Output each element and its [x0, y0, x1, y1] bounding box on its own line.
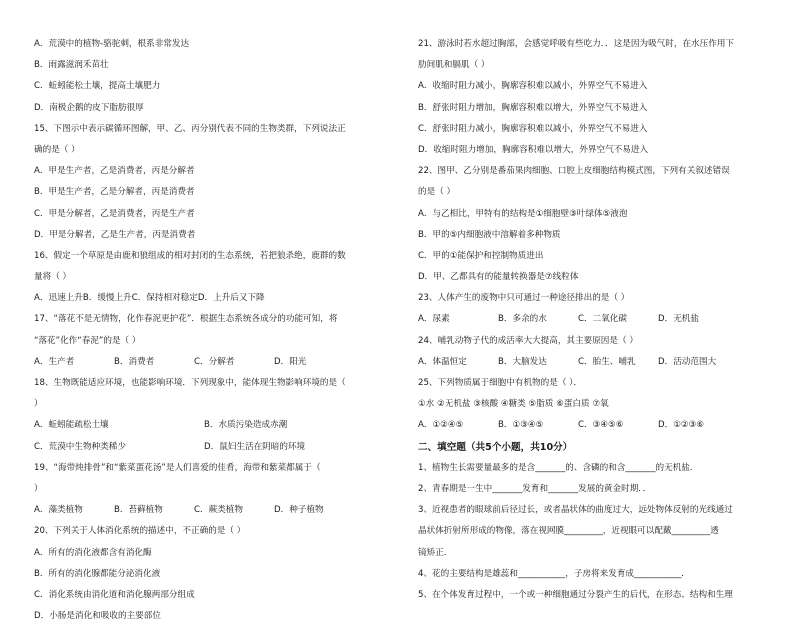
- question-line: 2、青春期是一生中_______发育和_______发展的黄金时期．．: [418, 483, 652, 494]
- question-line: 量将（ ）: [34, 272, 72, 283]
- answer-option: C．二氧化碳: [578, 314, 627, 325]
- question-line: 23、人体产生的废物中只可通过一种途径排出的是（ ）: [418, 293, 630, 304]
- question-line: D．南极企鹅的皮下脂肪很厚: [34, 102, 144, 113]
- answer-option: C．③④⑤⑥: [578, 420, 624, 431]
- question-line: C．甲的①能保护和控制物质进出: [418, 250, 544, 261]
- question-line: 的是（ ）: [418, 187, 456, 198]
- question-line: B．甲是生产者，乙是分解者，丙是消费者: [34, 187, 195, 198]
- question-line: A．迅速上升B．缓慢上升C．保持相对稳定D．上升后又下降: [34, 293, 265, 304]
- question-line: C．甲是分解者，乙是消费者，丙是生产者: [34, 208, 195, 219]
- options-row: [418, 313, 768, 334]
- question-line: B．所有的消化腺都能分泌消化液: [34, 568, 161, 579]
- answer-option: D．无机盐: [658, 314, 699, 325]
- section-heading: 二、填空题（共5个小题，共10分）: [418, 441, 573, 453]
- question-line: C．蚯蚓能松土壤，提高土壤肥力: [34, 81, 161, 92]
- question-line: ）: [34, 483, 43, 494]
- options-row: [418, 419, 768, 440]
- question-line: B．雨露滋润禾苗壮: [34, 60, 109, 71]
- options-row: [418, 356, 768, 377]
- question-line: 5、在个体发育过程中，一个或一种细胞通过分裂产生的后代，在形态、结构和生理: [418, 589, 733, 600]
- answer-option: B．苔藓植物: [114, 505, 163, 516]
- question-line: A．甲是生产者，乙是消费者，丙是分解者: [34, 166, 195, 177]
- question-line: B．舒张时阻力增加，胸廓容积难以增大，外界空气不易进入: [418, 102, 648, 113]
- question-line: 晶状体折射所形成的物像，落在视网膜_________，近视眼可以配戴_________透: [418, 526, 719, 537]
- answer-option: B．消费者: [114, 356, 155, 367]
- question-line: 肋间肌和膈肌（ ）: [418, 60, 490, 71]
- question-line: 15、下图示中表示碳循环图解，甲、乙、丙分别代表不同的生物类群，下列说法正: [34, 123, 346, 134]
- answer-option: A．生产者: [34, 356, 75, 367]
- options-row: [34, 356, 384, 377]
- question-line: C．消化系统由消化道和消化腺两部分组成: [34, 589, 195, 600]
- answer-option: A．体温恒定: [418, 356, 467, 367]
- left-column: [34, 38, 384, 631]
- question-line: 确的是（ ）: [34, 144, 80, 155]
- answer-option: C．分解者: [194, 356, 235, 367]
- answer-option: B．大脑发达: [498, 356, 547, 367]
- answer-option: D．活动范围大: [658, 356, 717, 367]
- question-line: 4、花的主要结构是雄蕊和___________，子房将来发育成___________．: [418, 568, 690, 579]
- options-row: [34, 504, 384, 525]
- options-row: [34, 419, 384, 440]
- question-line: A．所有的消化液都含有消化酶: [34, 547, 152, 558]
- answer-option: C．荒漠中生物种类稀少: [34, 441, 126, 452]
- answer-option: D．阳光: [274, 356, 307, 367]
- question-line: 镜矫正．: [418, 547, 453, 558]
- question-line: 1、植物生长需要量最多的是含_______的、含磷的和含_______的无机盐．: [418, 462, 699, 473]
- answer-option: B．水质污染造成赤潮: [204, 420, 288, 431]
- question-line: A．荒漠中的植物-骆驼刺，根系非常发达: [34, 39, 190, 49]
- question-line: D．小肠是消化和吸收的主要部位: [34, 611, 161, 622]
- question-line: “落花”化作“春泥”的是（ ）: [34, 335, 141, 346]
- question-line: 16、假定一个草原是由鹿和狼组成的相对封闭的生态系统，若把狼杀绝，鹿群的数: [34, 250, 346, 261]
- question-line: B．甲的⑤内细胞液中溶解着多种物质: [418, 229, 561, 240]
- right-column: [418, 38, 768, 610]
- question-line: 25、下列物质属于细胞中有机物的是（ ）．: [418, 378, 583, 388]
- question-line: 19、“海带炖排骨”和“紫菜蛋花汤”是人们喜爱的佳肴，海带和紫菜都属于（: [34, 462, 321, 473]
- question-line: 3、近视患者的眼球前后径过长，或者晶状体的曲度过大，远处物体反射的光线通过: [418, 505, 733, 516]
- question-line: A．与乙相比，甲特有的结构是①细胞壁③叶绿体⑤液泡: [418, 208, 628, 219]
- answer-option: C．胎生、哺乳: [578, 356, 636, 367]
- question-line: ①水 ②无机盐 ③核酸 ④糖类 ⑤脂质 ⑥蛋白质 ⑦氧: [418, 399, 609, 410]
- answer-option: A．藻类植物: [34, 505, 83, 516]
- answer-option: A．①②④⑤: [418, 420, 464, 431]
- question-line: ）: [34, 399, 43, 410]
- question-line: D．甲是分解者，乙是生产者，丙是消费者: [34, 229, 196, 240]
- question-line: 21、游泳时若水超过胸部，会感觉呼吸有些吃力．．这是因为吸气时，在水压作用下: [418, 39, 735, 49]
- question-line: 22、图甲、乙分别是番茄果肉细胞、口腔上皮细胞结构模式图，下列有关叙述错误: [418, 166, 730, 177]
- question-line: 20、下列关于人体消化系统的描述中，不正确的是（ ）: [34, 526, 246, 537]
- question-line: A．收缩时阻力减小，胸廓容积难以减小，外界空气不易进入: [418, 81, 648, 92]
- answer-option: B．多余的水: [498, 314, 547, 325]
- question-line: 24、哺乳动物子代的成活率大大提高，其主要原因是（ ）: [418, 335, 638, 346]
- question-line: D．甲、乙都具有的能量转换器是⑦线粒体: [418, 272, 579, 283]
- answer-option: A．蚯蚓能疏松土壤: [34, 420, 109, 431]
- answer-option: D．鼠妇生活在阴暗的环境: [204, 441, 306, 452]
- question-line: 17、“落花不是无情物，化作春泥更护花”．根据生态系统各成分的功能可知，将: [34, 314, 338, 325]
- question-line: 18、生物既能适应环境，也能影响环境．下列现象中，能体现生物影响环境的是（: [34, 378, 346, 388]
- answer-option: B．①③④⑤: [498, 420, 544, 431]
- answer-option: A．尿素: [418, 314, 450, 325]
- answer-option: C．蕨类植物: [194, 505, 243, 516]
- answer-option: D．种子植物: [274, 505, 324, 516]
- options-row: [34, 441, 384, 462]
- question-line: D．收缩时阻力增加，胸廓容积难以增大，外界空气不易进入: [418, 144, 649, 155]
- question-line: C．舒张时阻力减小，胸廓容积难以减小，外界空气不易进入: [418, 123, 648, 134]
- answer-option: D．①②③⑥: [658, 420, 705, 431]
